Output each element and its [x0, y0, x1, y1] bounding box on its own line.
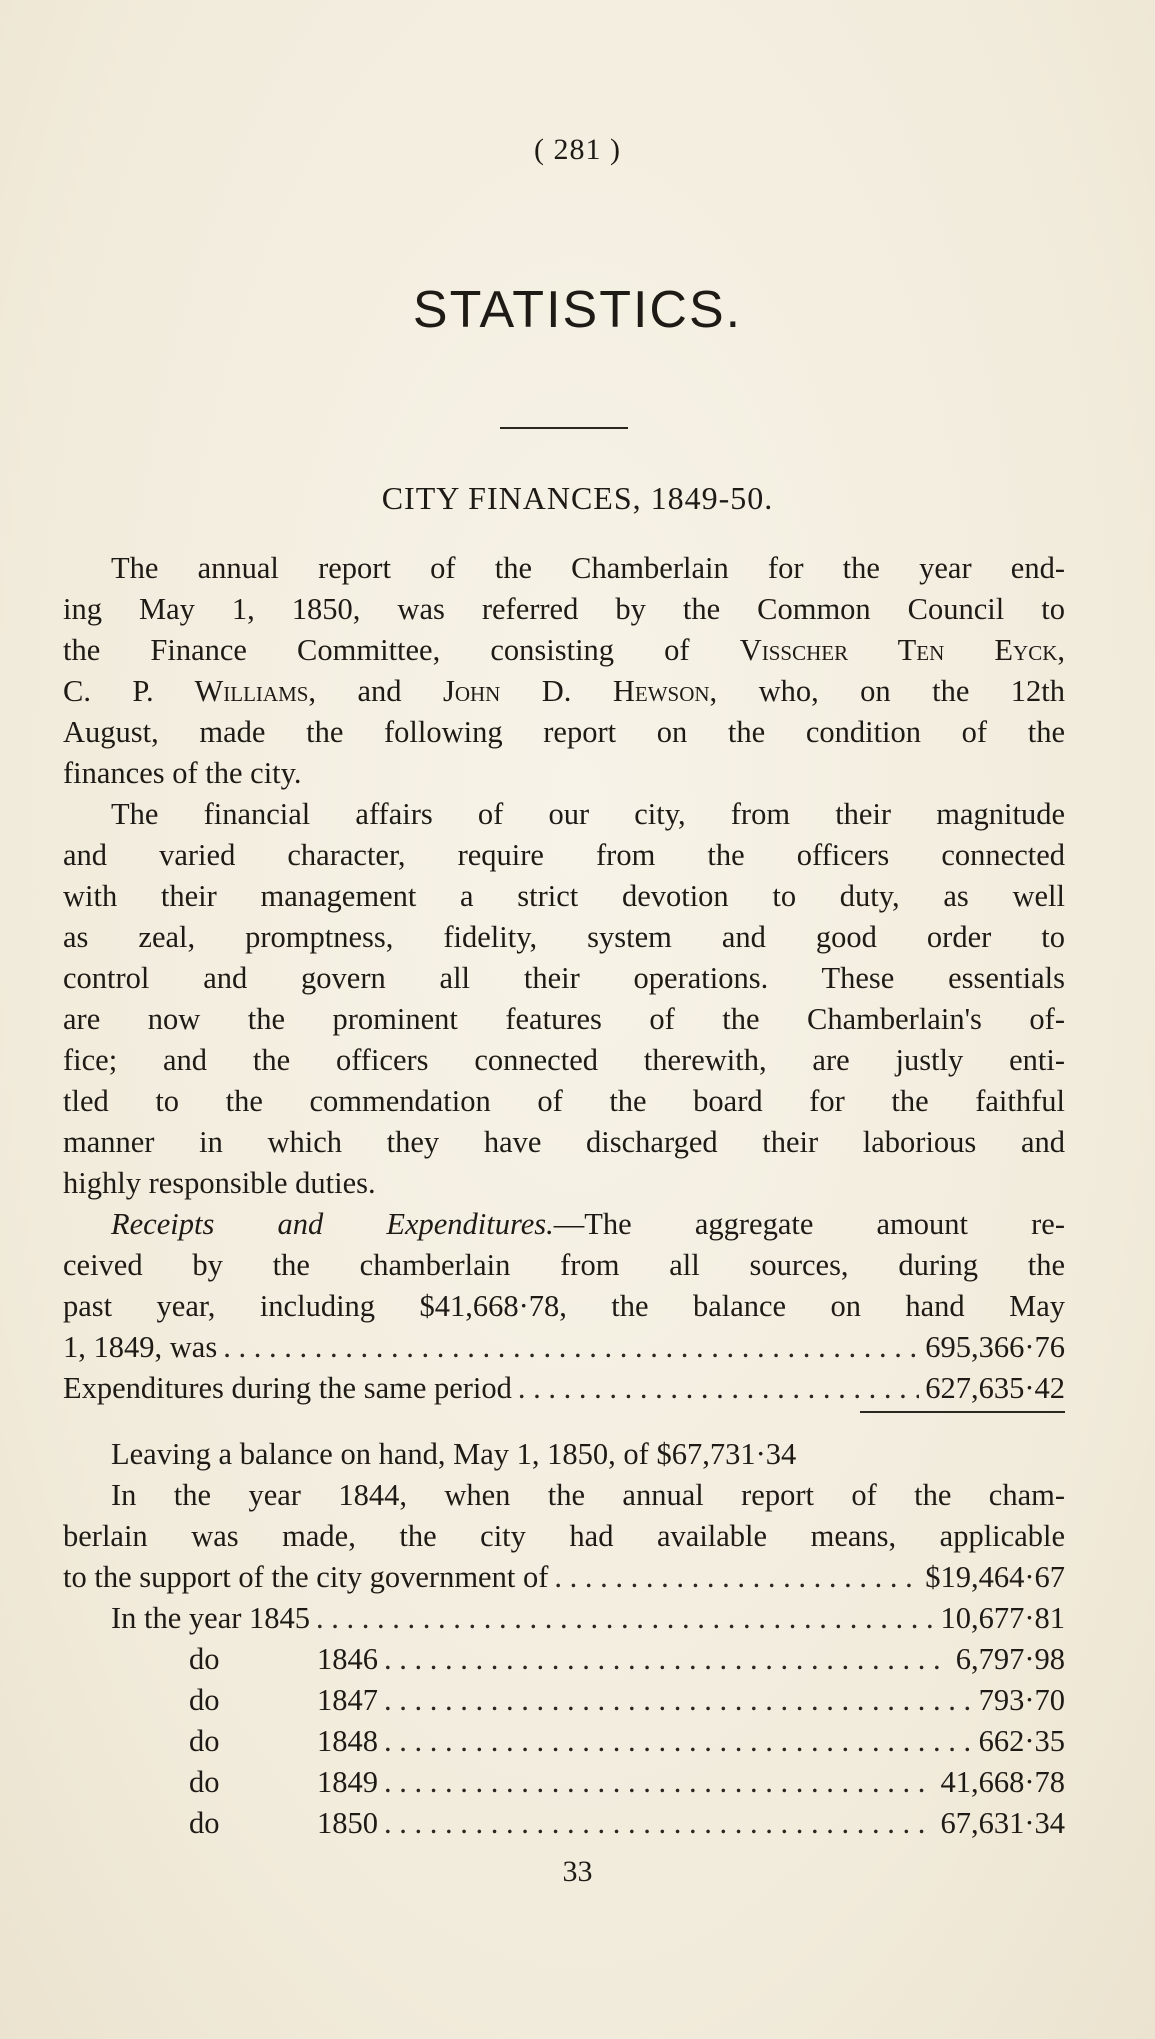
text-line: ing May 1, 1850, was referred by the Common Council to — [63, 592, 1065, 626]
year-prefix: do — [189, 1683, 220, 1717]
title-divider — [500, 427, 628, 429]
year-label: 1847 — [317, 1683, 378, 1717]
person-name: C. P. Williams, — [63, 674, 317, 708]
yearly-balances-table — [63, 1598, 1065, 1844]
year-prefix: do — [189, 1765, 220, 1799]
text-span: and — [316, 674, 443, 708]
text-line: The annual report of the Chamberlain for the year end- — [111, 551, 1065, 585]
person-name: Visscher Ten Eyck, — [739, 633, 1065, 667]
year-value: 793·70 — [978, 1683, 1065, 1717]
ledger-label: to the support of the city government of — [63, 1560, 549, 1594]
text-line: The financial affairs of our city, from their magnitude — [111, 797, 1065, 831]
text-line: Leaving a balance on hand, May 1, 1850, of $67,731·34 — [111, 1437, 797, 1471]
text-line: manner in which they have discharged their laborious and — [63, 1125, 1065, 1159]
year-row — [63, 1762, 1065, 1803]
year-value: 10,677·81 — [940, 1601, 1065, 1635]
text-line: ceived by the chamberlain from all sources, during the — [63, 1248, 1065, 1282]
year-value: 67,631·34 — [940, 1806, 1065, 1840]
section-heading: CITY FINANCES, 1849-50. — [381, 480, 774, 516]
text-line: August, made the following report on the condition of the — [63, 715, 1065, 749]
leader-dots — [384, 1721, 973, 1762]
text-line: fice; and the officers connected therewith, are justly enti- — [63, 1043, 1065, 1077]
year-label: 1846 — [317, 1642, 378, 1676]
year-label: 1848 — [317, 1724, 378, 1758]
leader-dots — [384, 1680, 973, 1721]
paragraph-report-intro — [63, 548, 1065, 794]
ledger-label: Expenditures during the same period — [63, 1371, 512, 1405]
year-label: 1845 — [249, 1601, 311, 1635]
ledger-value: 695,366·76 — [925, 1330, 1065, 1364]
year-prefix: do — [189, 1642, 220, 1676]
ledger-row-receipts — [63, 1327, 1065, 1368]
paragraph-receipts — [63, 1204, 1065, 1409]
leader-dots — [518, 1368, 919, 1409]
year-label: 1849 — [317, 1765, 378, 1799]
text-line: are now the prominent features of the Chamberlain's of- — [63, 1002, 1065, 1036]
text-line: In the year 1844, when the annual report of the cham- — [111, 1478, 1065, 1512]
year-prefix: do — [189, 1806, 220, 1840]
text-line: finances of the city. — [63, 756, 302, 790]
sum-rule — [860, 1411, 1065, 1413]
signature-mark: 33 — [562, 1855, 593, 1888]
year-row — [63, 1639, 1065, 1680]
year-row — [63, 1680, 1065, 1721]
paragraph-balance — [63, 1434, 1065, 1598]
ledger-value: 627,635·42 — [925, 1371, 1065, 1405]
italic-heading: Receipts and Expenditures. — [111, 1207, 554, 1241]
text-line: with their management a strict devotion to duty, as well — [63, 879, 1065, 913]
text-line — [63, 1204, 1065, 1245]
text-span: —The aggregate amount re- — [553, 1207, 1065, 1241]
ledger-row-expenditures — [63, 1368, 1065, 1409]
person-name: John D. Hewson, — [442, 674, 718, 708]
year-row — [63, 1598, 1065, 1639]
text-line: as zeal, promptness, fidelity, system and good order to — [63, 920, 1065, 954]
ledger-row-1844 — [63, 1557, 1065, 1598]
year-prefix: In the year — [111, 1601, 242, 1635]
text-span: the Finance Committee, consisting of — [63, 633, 740, 667]
text-line: berlain was made, the city had available means, applicable — [63, 1519, 1065, 1553]
leader-dots — [554, 1557, 919, 1598]
year-label: 1850 — [317, 1806, 378, 1840]
text-span: who, on the 12th — [717, 674, 1066, 708]
ledger-value: $19,464·67 — [925, 1560, 1065, 1594]
text-line: highly responsible duties. — [63, 1166, 376, 1200]
text-line — [63, 630, 1065, 671]
year-row — [63, 1803, 1065, 1844]
year-value: 41,668·78 — [940, 1765, 1065, 1799]
leader-dots — [223, 1327, 919, 1368]
ledger-label: 1, 1849, was — [63, 1330, 218, 1364]
text-line: control and govern all their operations. These essentials — [63, 961, 1065, 995]
text-line — [63, 671, 1065, 712]
year-value: 6,797·98 — [955, 1642, 1065, 1676]
paragraph-financial-affairs — [63, 794, 1065, 1204]
text-line: and varied character, require from the officers connected — [63, 838, 1065, 872]
text-line: past year, including $41,668·78, the balance on hand May — [63, 1289, 1065, 1323]
leader-dots — [384, 1762, 934, 1803]
page-number: ( 281 ) — [534, 133, 621, 166]
leader-dots — [384, 1803, 934, 1844]
leader-dots — [316, 1598, 934, 1639]
text-line: tled to the commendation of the board for the faithful — [63, 1084, 1065, 1118]
leader-dots — [384, 1639, 950, 1680]
year-row — [63, 1721, 1065, 1762]
page-title: STATISTICS. — [412, 281, 743, 339]
year-value: 662·35 — [978, 1724, 1065, 1758]
year-prefix: do — [189, 1724, 220, 1758]
